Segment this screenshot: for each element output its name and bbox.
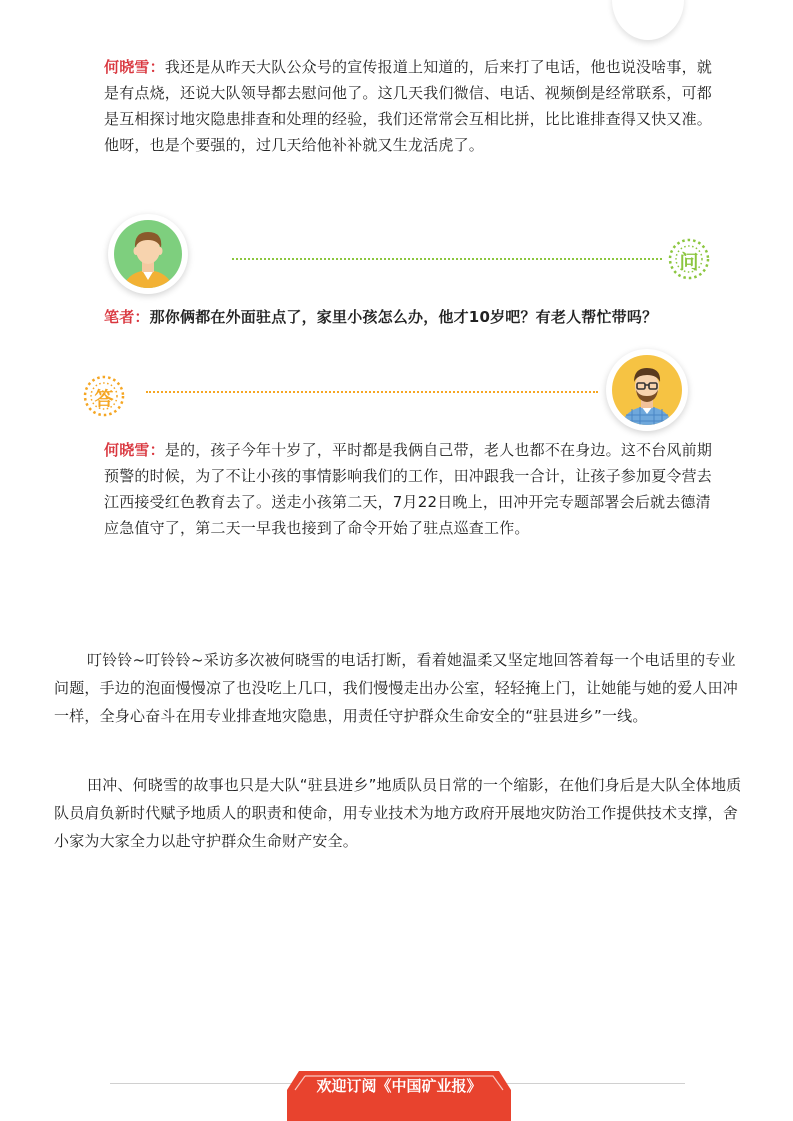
dialogue-paragraph-2 xyxy=(104,437,724,541)
question-divider-line xyxy=(232,258,662,260)
speaker-name: 何晓雪： xyxy=(104,58,165,76)
dialogue-paragraph-1 xyxy=(104,54,724,158)
interviewer-avatar xyxy=(108,214,188,294)
body-paragraph-2: 田冲、何晓雪的故事也只是大队“驻县进乡”地质队员日常的一个缩影，在他们身后是大队全体地质队员肩负新时代赋予地质人的职责和使命，用专业技术为地方政府开展地灾防治工作提供技术支撑，舍小家为大家全力以赴守护群众生命财产安全。 xyxy=(54,776,742,850)
answer-divider-line xyxy=(146,391,598,393)
footer-subscribe-link[interactable]: 欢迎订阅《中国矿业报》 xyxy=(316,1077,482,1095)
answer-badge xyxy=(83,375,125,417)
speaker-name: 笔者： xyxy=(104,308,150,326)
body-paragraph-1: 叮铃铃~叮铃铃~采访多次被何晓雪的电话打断，看着她温柔又坚定地回答着每一个电话里的专业问题，手边的泡面慢慢凉了也没吃上几口，我们慢慢走出办公室，轻轻掩上门，让她能与她的爱人田冲一样，全身心奋斗在用专业排查地灾隐患，用责任守护群众生命安全的“驻县进乡”一线。 xyxy=(54,651,739,725)
speaker-name: 何晓雪： xyxy=(104,441,165,459)
decorative-circle xyxy=(612,0,684,40)
paragraph-text: 我还是从昨天大队公众号的宣传报道上知道的，后来打了电话，他也说没啥事，就是有点烧，还说大队领导都去慰问他了。这几天我们微信、电话、视频倒是经常联系，可都是互相探讨地灾隐患排查和处理的经验，我们还常常会互相比拼，比比谁排查得又快又准。他呀，也是个要强的，过几天给他补补就又生龙活虎了。 xyxy=(104,58,713,154)
question-paragraph xyxy=(104,304,744,330)
interviewee-avatar xyxy=(606,349,688,431)
male-avatar-green-icon xyxy=(108,214,188,294)
question-badge-label: 问 xyxy=(679,251,699,273)
answer-badge-label: 答 xyxy=(94,388,114,410)
question-badge xyxy=(668,238,710,280)
question-text: 那你俩都在外面驻点了，家里小孩怎么办，他才10岁吧？有老人帮忙带吗？ xyxy=(149,308,658,326)
male-avatar-glasses-yellow-icon xyxy=(606,349,688,431)
paragraph-text: 是的，孩子今年十岁了，平时都是我俩自己带，老人也都不在身边。这不台风前期预警的时候，为了不让小孩的事情影响我们的工作，田冲跟我一合计，让孩子参加夏令营去江西接受红色教育去了。送走小孩第二天，7月22日晚上，田冲开完专题部署会后就去德清应急值守了，第二天一早我也接到了命令开始了驻点巡查工作。 xyxy=(104,441,713,537)
